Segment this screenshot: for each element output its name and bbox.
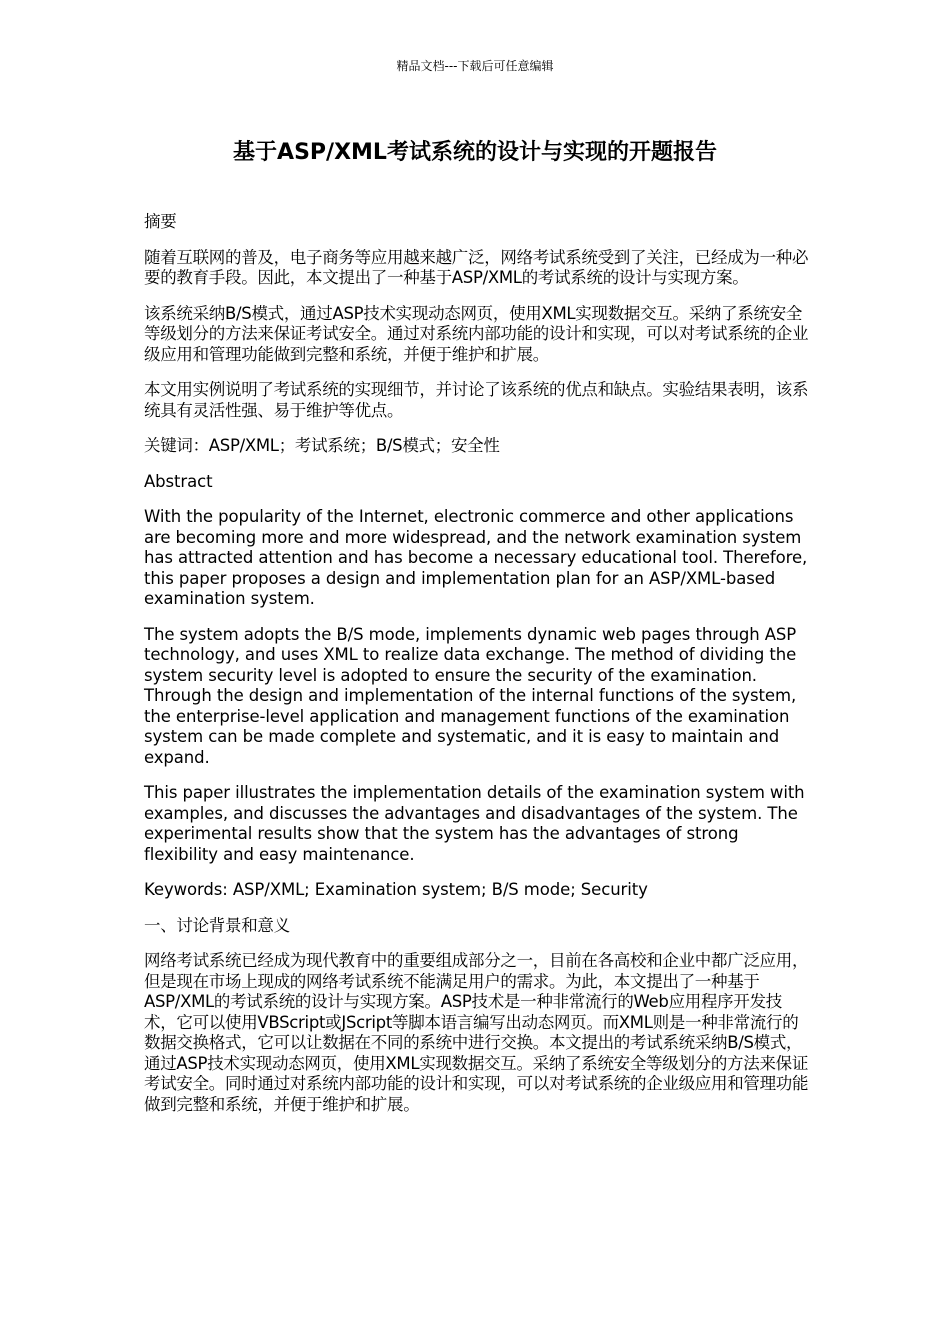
abstract-paragraph-3: 本文用实例说明了考试系统的实现细节，并讨论了该系统的优点和缺点。实验结果表明，该系统具有灵活性强、易于维护等优点。 xyxy=(144,380,809,420)
abstract-paragraph-1: 随着互联网的普及，电子商务等应用越来越广泛，网络考试系统受到了关注，已经成为一种必要的教育手段。因此，本文提出了一种基于ASP/XML的考试系统的设计与实现方案。 xyxy=(144,247,809,287)
page-header-note: 精品文档---下载后可任意编辑 xyxy=(396,59,554,73)
keywords-en: Keywords: ASP/XML; Examination system; B/S mode; Security xyxy=(144,880,648,899)
abstract-en-paragraph-1: With the popularity of the Internet, electronic commerce and other applications are becoming more and more widespread, and the network examination system has attracted attention and has become a necessary educational tool. Therefore, this paper proposes a design and implementation plan for an ASP/XML-based examination system. xyxy=(144,507,808,608)
section-1-heading: 一、讨论背景和意义 xyxy=(144,915,290,935)
abstract-paragraph-2: 该系统采纳B/S模式，通过ASP技术实现动态网页，使用XML实现数据交互。采纳了系统安全等级划分的方法来保证考试安全。通过对系统内部功能的设计和实现，可以对考试系统的企业级应用和管理功能做到完整和系统，并便于维护和扩展。 xyxy=(144,303,809,364)
abstract-en-paragraph-2: The system adopts the B/S mode, implements dynamic web pages through ASP technology, and uses XML to realize data exchange. The method of dividing the system security level is adopted to ensure the security of the examination. Through the design and implementation of the internal functions of the system, the enterprise-level application and management functions of the examination system can be made complete and systematic, and it is easy to maintain and expand. xyxy=(144,624,797,767)
abstract-heading: 摘要 xyxy=(144,212,177,231)
keywords-cn: 关键词：ASP/XML；考试系统；B/S模式；安全性 xyxy=(144,436,500,455)
section-1-paragraph: 网络考试系统已经成为现代教育中的重要组成部分之一，目前在各高校和企业中都广泛应用，但是现在市场上现成的网络考试系统不能满足用户的需求。为此，本文提出了一种基于ASP/XML的考试系统的设计与实现方案。ASP技术是一种非常流行的Web应用程序开发技术，它可以使用VBScript或JScript等脚本语言编写出动态网页。而XML则是一种非常流行的数据交换格式，它可以让数据在不同的系统中进行交换。本文提出的考试系统采纳B/S模式，通过ASP技术实现动态网页，使用XML实现数据交互。采纳了系统安全等级划分的方法来保证考试安全。同时通过对系统内部功能的设计和实现，可以对考试系统的企业级应用和管理功能做到完整和系统，并便于维护和扩展。 xyxy=(144,951,809,1114)
document-body xyxy=(144,212,814,1130)
abstract-en-paragraph-3: This paper illustrates the implementation details of the examination system with examples, and discusses the advantages and disadvantages of the system. The experimental results show that the system has the advantages of strong flexibility and easy maintenance. xyxy=(144,783,805,864)
document-title: 基于ASP/XML考试系统的设计与实现的开题报告 xyxy=(233,140,717,165)
abstract-en-heading: Abstract xyxy=(144,471,213,491)
